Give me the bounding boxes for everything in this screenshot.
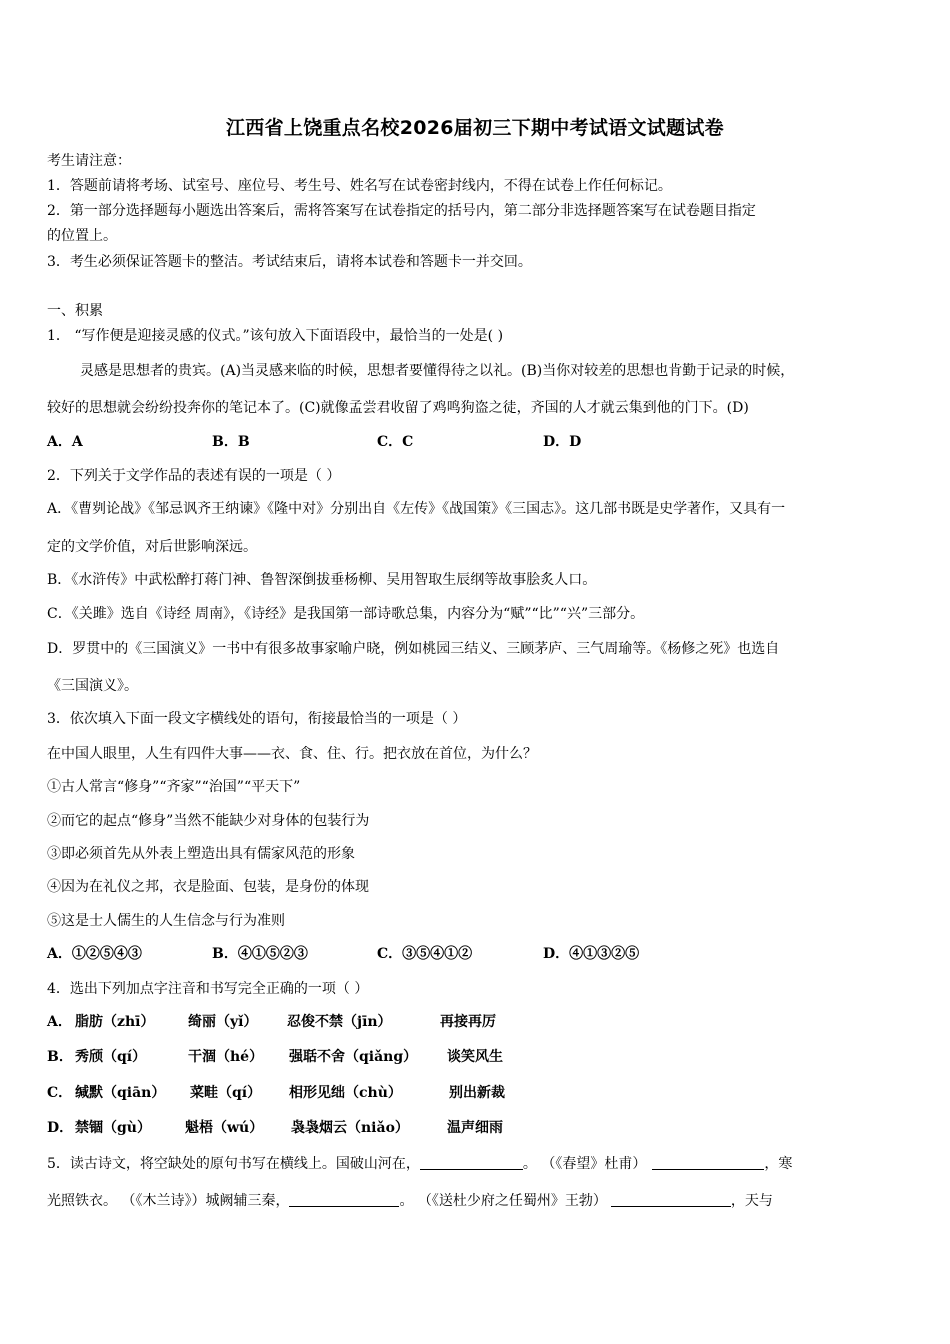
q2-option-d-line-1: D．罗贯中的《三国演义》一书中有很多故事家喻户晓，例如桃园三结义、三顾茅庐、三气周瑜等。《杨修之死》也选自 [47,641,780,657]
page-title: 江西省上饶重点名校2026届初三下期中考试语文试题试卷 [226,117,724,139]
q3-option-c: C．③⑤④①② [377,946,473,962]
q5-text-1c: ，寒 [764,1156,793,1172]
q2-option-a-line-1: A．《曹刿论战》《邹忌讽齐王纳谏》《隆中对》分别出自《左传》《战国策》《三国志》。这几部书既是史学著作，又具有一 [47,501,786,517]
q4-d-word-2: 魁梧（wú） [185,1120,264,1136]
q2-option-c: C．《关雎》选自《诗经 周南》，《诗经》是我国第一部诗歌总集，内容分为“赋”“比”“兴”三部分。 [47,606,645,622]
q3-sentence-5: ⑤这是士人儒生的人生信念与行为准则 [47,913,285,929]
q1-passage-line-2: 较好的思想就会纷纷投奔你的笔记本了。(C)就像孟尝君收留了鸡鸣狗盗之徒，齐国的人才就云集到他的门下。(D) [47,400,749,416]
section-heading: 一、积累 [47,303,103,319]
q4-b-word-4: 谈笑风生 [447,1049,503,1065]
q4-b-word-2: 干涸（hé） [188,1049,264,1065]
q4-a-word-1: 脂肪（zhī） [75,1014,155,1030]
q5-answer-blank-2[interactable] [652,1155,764,1170]
q3-stem: 3．依次填入下面一段文字横线处的语句，衔接最恰当的一项是（ ） [47,711,467,727]
q3-option-a: A．①②⑤④③ [47,946,142,962]
q5-line-2 [47,1192,905,1210]
q3-sentence-4: ④因为在礼仪之邦，衣是脸面、包装，是身份的体现 [47,879,369,895]
q3-option-b: B．④①⑤②③ [212,946,308,962]
q2-stem: 2．下列关于文学作品的表述有误的一项是（ ） [47,468,341,484]
q5-text-1b: 。 （《春望》杜甫） [522,1156,647,1172]
q5-answer-blank-3[interactable] [289,1192,399,1207]
q4-stem: 4．选出下列加点字注音和书写完全正确的一项（ ） [47,981,369,997]
q2-option-d-line-2: 《三国演义》。 [47,678,138,694]
q1-passage-line-1: 灵感是思想者的贵宾。(A)当灵感来临的时候，思想者要懂得待之以礼。(B)当你对较差的思想也肯勤于记录的时候， [80,363,795,379]
q4-b-word-1: 秀颀（qí） [75,1049,147,1065]
notice-item-1: 1．答题前请将考场、试室号、座位号、考生号、姓名写在试卷密封线内，不得在试卷上作任何标记。 [47,178,672,194]
q3-sentence-1: ①古人常言“修身”“齐家”“治国”“平天下” [47,779,301,795]
q4-c-word-3: 相形见绌（chù） [289,1085,402,1101]
q4-b-word-3: 强聒不舍（qiǎng） [289,1049,418,1065]
notice-item-3: 3．考生必须保证答题卡的整洁。考试结束后，请将本试卷和答题卡一并交回。 [47,254,532,270]
q1-option-a: A．A [47,434,83,450]
notice-item-2-cont: 的位置上。 [47,228,117,244]
q5-text-2a: 光照铁衣。 （《木兰诗》）城阙辅三秦， [47,1193,290,1209]
q5-line-1 [47,1155,905,1173]
q1-stem: 1． “写作便是迎接灵感的仪式。”该句放入下面语段中，最恰当的一处是( ) [47,328,504,344]
q3-sentence-3: ③即必须首先从外表上塑造出具有儒家风范的形象 [47,846,355,862]
q4-c-word-2: 菜畦（qí） [190,1085,262,1101]
q4-c-word-1: 缄默（qiān） [75,1085,166,1101]
q3-sentence-2: ②而它的起点“修身”当然不能缺少对身体的包装行为 [47,813,370,829]
q5-answer-blank-1[interactable] [420,1155,523,1170]
q3-option-d: D．④①③②⑤ [543,946,640,962]
q1-option-c: C．C [377,434,414,450]
q5-answer-blank-4[interactable] [611,1192,731,1207]
q1-option-b: B．B [212,434,250,450]
q4-d-word-4: 温声细雨 [447,1120,503,1136]
q4-c-label: C． [47,1085,73,1101]
q2-option-b: B．《水浒传》中武松醉打蒋门神、鲁智深倒拔垂杨柳、吴用智取生辰纲等故事脍炙人口。 [47,572,597,588]
q2-option-a-line-2: 定的文学价值，对后世影响深远。 [47,539,257,555]
q4-a-word-3: 忍俊不禁（jīn） [287,1014,392,1030]
q5-text-1a: 5．读古诗文，将空缺处的原句书写在横线上。国破山河在， [47,1156,420,1172]
notice-item-2: 2．第一部分选择题每小题选出答案后，需将答案写在试卷指定的括号内，第二部分非选择题答案写在试卷题目指定 [47,203,756,219]
q4-b-label: B． [47,1049,73,1065]
q4-d-word-1: 禁锢（gù） [75,1120,151,1136]
q4-a-label: A． [47,1014,72,1030]
q4-c-word-4: 别出新裁 [449,1085,505,1101]
q4-d-label: D． [47,1120,74,1136]
notice-heading: 考生请注意： [47,153,131,169]
q5-text-2c: ，天与 [730,1193,773,1209]
q1-option-d: D．D [543,434,582,450]
q4-a-word-2: 绮丽（yǐ） [188,1014,258,1030]
q4-a-word-4: 再接再厉 [440,1014,496,1030]
q5-text-2b: 。 （《送杜少府之任蜀州》王勃） [399,1193,607,1209]
q4-d-word-3: 袅袅烟云（niǎo） [291,1120,409,1136]
q3-intro: 在中国人眼里，人生有四件大事——衣、食、住、行。把衣放在首位，为什么？ [47,746,537,762]
